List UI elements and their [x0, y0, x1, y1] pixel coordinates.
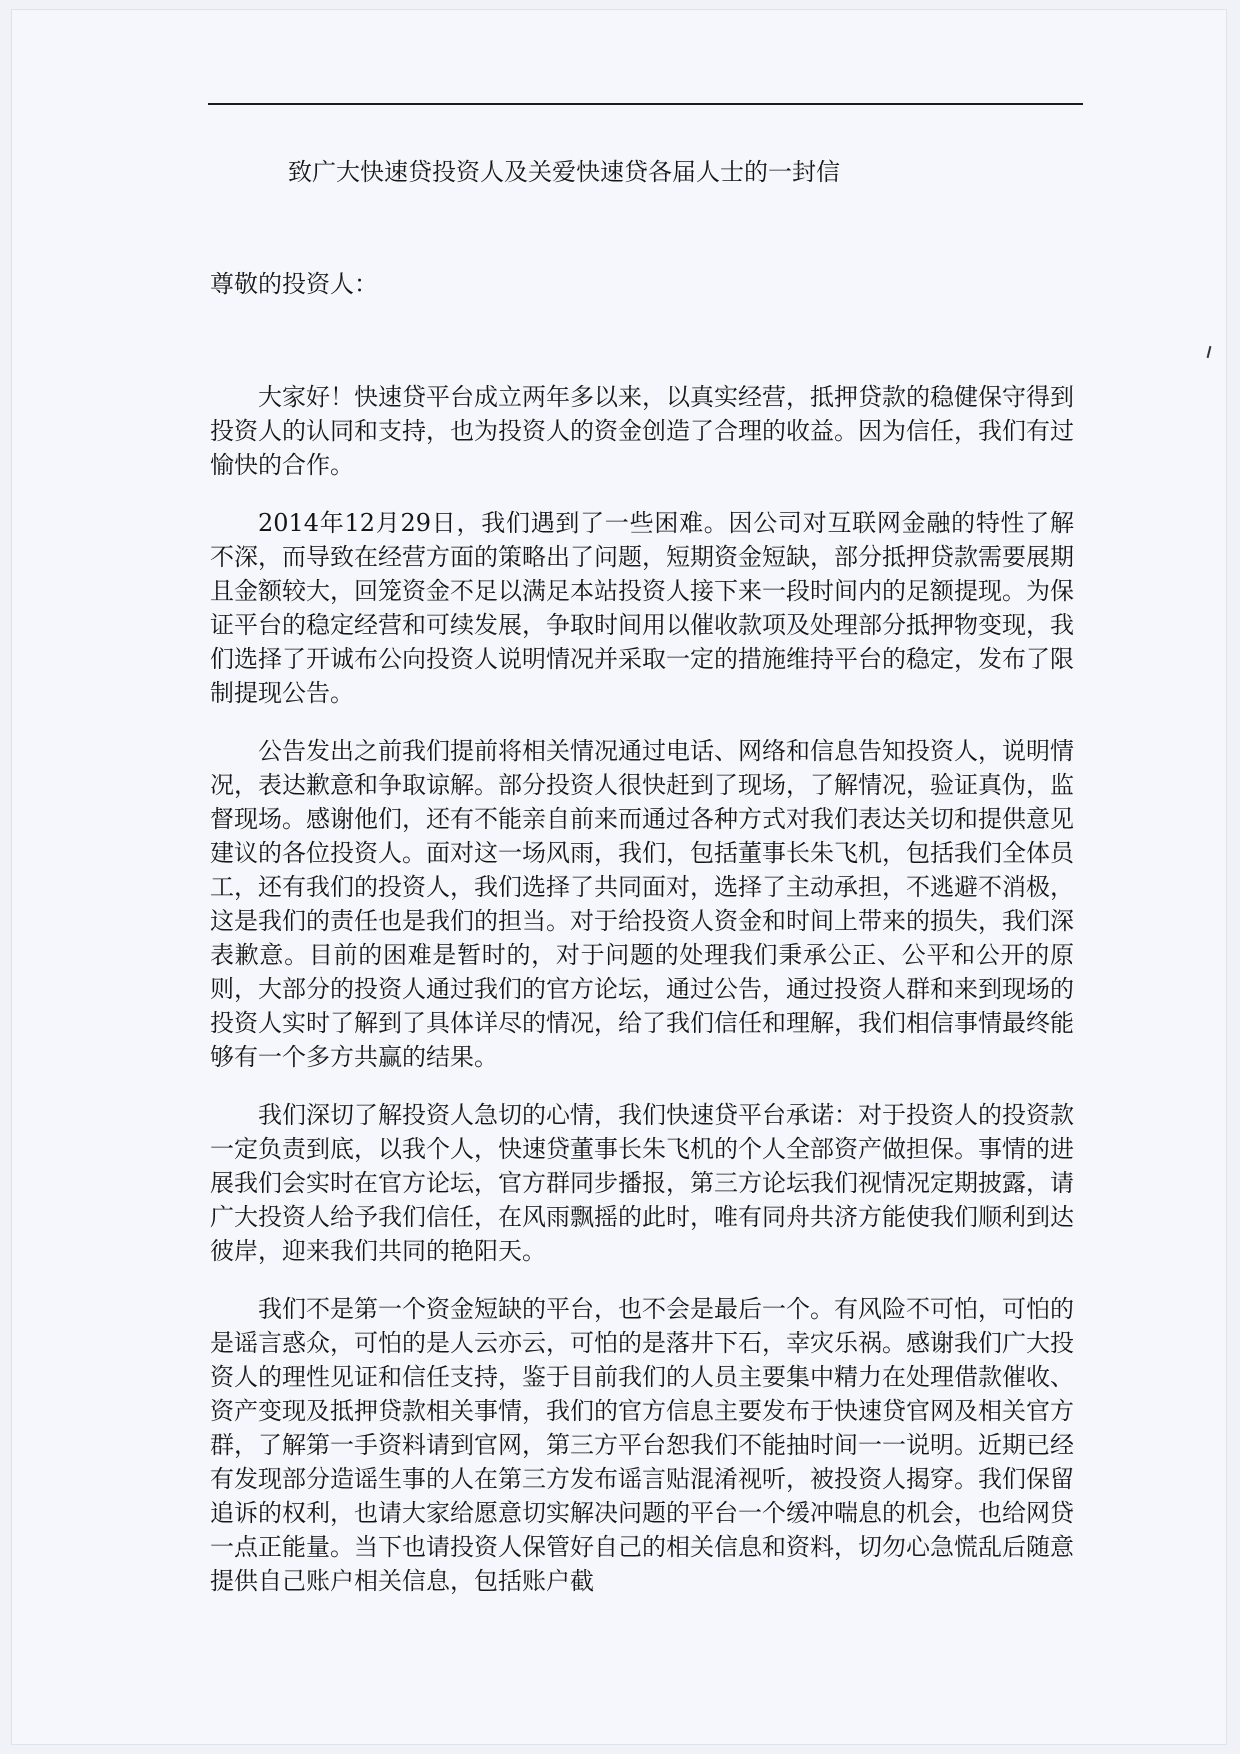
header-rule	[208, 103, 1083, 105]
paragraph-3: 公告发出之前我们提前将相关情况通过电话、网络和信息告知投资人，说明情况，表达歉意和争取谅解。部分投资人很快赶到了现场，了解情况，验证真伪，监督现场。感谢他们，还有不能亲自前来而通过各种方式对我们表达关切和提供意见建议的各位投资人。面对这一场风雨，我们，包括董事长朱飞机，包括我们全体员工，还有我们的投资人，我们选择了共同面对，选择了主动承担，不逃避不消极，这是我们的责任也是我们的担当。对于给投资人资金和时间上带来的损失，我们深表歉意。目前的困难是暂时的，对于问题的处理我们秉承公正、公平和公开的原则，大部分的投资人通过我们的官方论坛，通过公告，通过投资人群和来到现场的投资人实时了解到了具体详尽的情况，给了我们信任和理解，我们相信事情最终能够有一个多方共赢的结果。	[210, 737, 1074, 1071]
letter-title: 致广大快速贷投资人及关爱快速贷各届人士的一封信	[288, 158, 840, 186]
letter-body	[210, 380, 1074, 1622]
paragraph-5: 我们不是第一个资金短缺的平台，也不会是最后一个。有风险不可怕，可怕的是谣言惑众，可怕的是人云亦云，可怕的是落井下石，幸灾乐祸。感谢我们广大投资人的理性见证和信任支持，鉴于目前我们的人员主要集中精力在处理借款催收、资产变现及抵押贷款相关事情，我们的官方信息主要发布于快速贷官网及相关官方群，了解第一手资料请到官网，第三方平台恕我们不能抽时间一一说明。近期已经有发现部分造谣生事的人在第三方发布谣言贴混淆视听，被投资人揭穿。我们保留追诉的权利，也请大家给愿意切实解决问题的平台一个缓冲喘息的机会，也给网贷一点正能量。当下也请投资人保管好自己的相关信息和资料，切勿心急慌乱后随意提供自己账户相关信息，包括账户截	[210, 1295, 1074, 1595]
paragraph-1: 大家好！快速贷平台成立两年多以来，以真实经营，抵押贷款的稳健保守得到投资人的认同和支持，也为投资人的资金创造了合理的收益。因为信任，我们有过愉快的合作。	[210, 383, 1074, 479]
letter-salutation: 尊敬的投资人：	[210, 270, 378, 298]
paragraph-4: 我们深切了解投资人急切的心情，我们快速贷平台承诺：对于投资人的投资款一定负责到底，以我个人，快速贷董事长朱飞机的个人全部资产做担保。事情的进展我们会实时在官方论坛，官方群同步播报，第三方论坛我们视情况定期披露，请广大投资人给予我们信任，在风雨飘摇的此时，唯有同舟共济方能使我们顺利到达彼岸，迎来我们共同的艳阳天。	[210, 1101, 1074, 1265]
paragraph-2: 2014年12月29日，我们遇到了一些困难。因公司对互联网金融的特性了解不深，而导致在经营方面的策略出了问题，短期资金短缺，部分抵押贷款需要展期且金额较大，回笼资金不足以满足本站投资人接下来一段时间内的足额提现。为保证平台的稳定经营和可续发展，争取时间用以催收款项及处理部分抵押物变现，我们选择了开诚布公向投资人说明情况并采取一定的措施维持平台的稳定，发布了限制提现公告。	[210, 509, 1074, 707]
